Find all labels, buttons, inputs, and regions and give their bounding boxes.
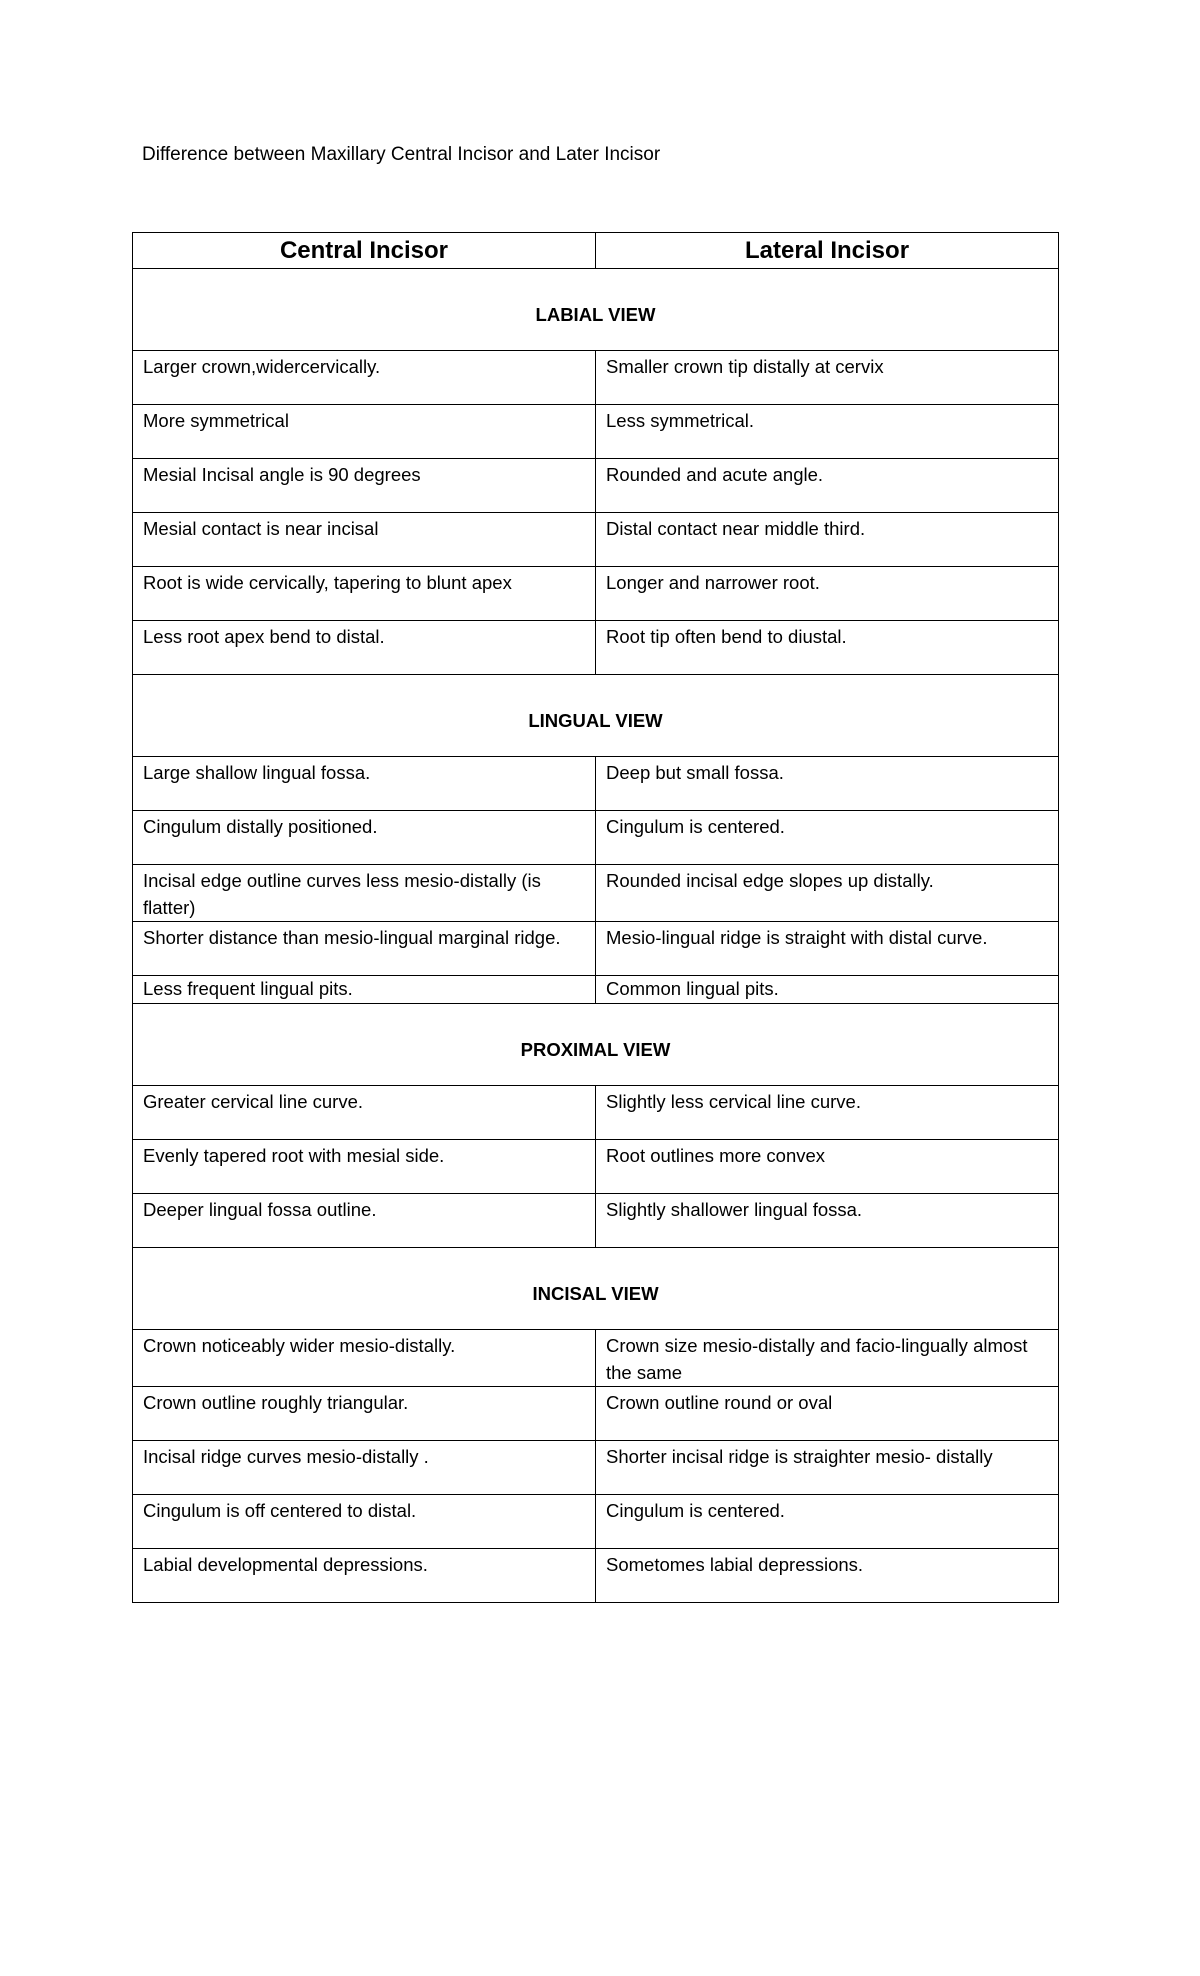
- lateral-incisor-cell: Slightly less cervical line curve.: [596, 1086, 1059, 1140]
- section-title: LINGUAL VIEW: [133, 675, 1059, 757]
- section-title: LABIAL VIEW: [133, 269, 1059, 351]
- page-title: Difference between Maxillary Central Incisor and Later Incisor: [142, 144, 661, 165]
- central-incisor-cell: Cingulum distally positioned.: [133, 811, 596, 865]
- table-row: [133, 459, 1059, 513]
- section-title: INCISAL VIEW: [133, 1248, 1059, 1330]
- central-incisor-cell: Evenly tapered root with mesial side.: [133, 1140, 596, 1194]
- section-header-row: [133, 1004, 1059, 1086]
- central-incisor-cell: Crown noticeably wider mesio-distally.: [133, 1330, 596, 1387]
- table-row: [133, 976, 1059, 1004]
- table-row: [133, 1549, 1059, 1603]
- central-incisor-cell: Crown outline roughly triangular.: [133, 1387, 596, 1441]
- lateral-incisor-cell: Rounded and acute angle.: [596, 459, 1059, 513]
- central-incisor-cell: Less frequent lingual pits.: [133, 976, 596, 1004]
- section-header-row: [133, 1248, 1059, 1330]
- section-header-row: [133, 675, 1059, 757]
- lateral-incisor-cell: Rounded incisal edge slopes up distally.: [596, 865, 1059, 922]
- central-incisor-cell: Mesial Incisal angle is 90 degrees: [133, 459, 596, 513]
- table-row: [133, 1387, 1059, 1441]
- central-incisor-cell: Less root apex bend to distal.: [133, 621, 596, 675]
- lateral-incisor-cell: Deep but small fossa.: [596, 757, 1059, 811]
- table-row: [133, 513, 1059, 567]
- lateral-incisor-cell: Slightly shallower lingual fossa.: [596, 1194, 1059, 1248]
- table-header-row: [133, 233, 1059, 269]
- table-row: [133, 1495, 1059, 1549]
- lateral-incisor-cell: Cingulum is centered.: [596, 811, 1059, 865]
- table-row: [133, 621, 1059, 675]
- central-incisor-cell: Incisal edge outline curves less mesio-distally (is flatter): [133, 865, 596, 922]
- central-incisor-cell: Labial developmental depressions.: [133, 1549, 596, 1603]
- comparison-table: [132, 232, 1059, 1603]
- table-row: [133, 1330, 1059, 1387]
- table-row: [133, 1140, 1059, 1194]
- lateral-incisor-cell: Root tip often bend to diustal.: [596, 621, 1059, 675]
- central-incisor-cell: Large shallow lingual fossa.: [133, 757, 596, 811]
- section-title: PROXIMAL VIEW: [133, 1004, 1059, 1086]
- lateral-incisor-cell: Distal contact near middle third.: [596, 513, 1059, 567]
- table-row: [133, 865, 1059, 922]
- table-row: [133, 351, 1059, 405]
- central-incisor-cell: Shorter distance than mesio-lingual marginal ridge.: [133, 922, 596, 976]
- lateral-incisor-cell: Less symmetrical.: [596, 405, 1059, 459]
- table-row: [133, 405, 1059, 459]
- lateral-incisor-cell: Smaller crown tip distally at cervix: [596, 351, 1059, 405]
- central-incisor-cell: More symmetrical: [133, 405, 596, 459]
- table-row: [133, 922, 1059, 976]
- table-row: [133, 1194, 1059, 1248]
- central-incisor-cell: Root is wide cervically, tapering to blunt apex: [133, 567, 596, 621]
- lateral-incisor-cell: Sometomes labial depressions.: [596, 1549, 1059, 1603]
- table-row: [133, 567, 1059, 621]
- lateral-incisor-cell: Cingulum is centered.: [596, 1495, 1059, 1549]
- lateral-incisor-cell: Crown outline round or oval: [596, 1387, 1059, 1441]
- central-incisor-cell: Deeper lingual fossa outline.: [133, 1194, 596, 1248]
- lateral-incisor-cell: Longer and narrower root.: [596, 567, 1059, 621]
- lateral-incisor-cell: Crown size mesio-distally and facio-lingually almost the same: [596, 1330, 1059, 1387]
- central-incisor-cell: Incisal ridge curves mesio-distally .: [133, 1441, 596, 1495]
- column-header-lateral-incisor: Lateral Incisor: [596, 233, 1059, 269]
- column-header-central-incisor: Central Incisor: [133, 233, 596, 269]
- central-incisor-cell: Mesial contact is near incisal: [133, 513, 596, 567]
- section-header-row: [133, 269, 1059, 351]
- table-row: [133, 757, 1059, 811]
- lateral-incisor-cell: Common lingual pits.: [596, 976, 1059, 1004]
- central-incisor-cell: Greater cervical line curve.: [133, 1086, 596, 1140]
- central-incisor-cell: Cingulum is off centered to distal.: [133, 1495, 596, 1549]
- table-row: [133, 811, 1059, 865]
- table-row: [133, 1441, 1059, 1495]
- table-row: [133, 1086, 1059, 1140]
- central-incisor-cell: Larger crown,widercervically.: [133, 351, 596, 405]
- lateral-incisor-cell: Root outlines more convex: [596, 1140, 1059, 1194]
- lateral-incisor-cell: Mesio-lingual ridge is straight with distal curve.: [596, 922, 1059, 976]
- lateral-incisor-cell: Shorter incisal ridge is straighter mesio- distally: [596, 1441, 1059, 1495]
